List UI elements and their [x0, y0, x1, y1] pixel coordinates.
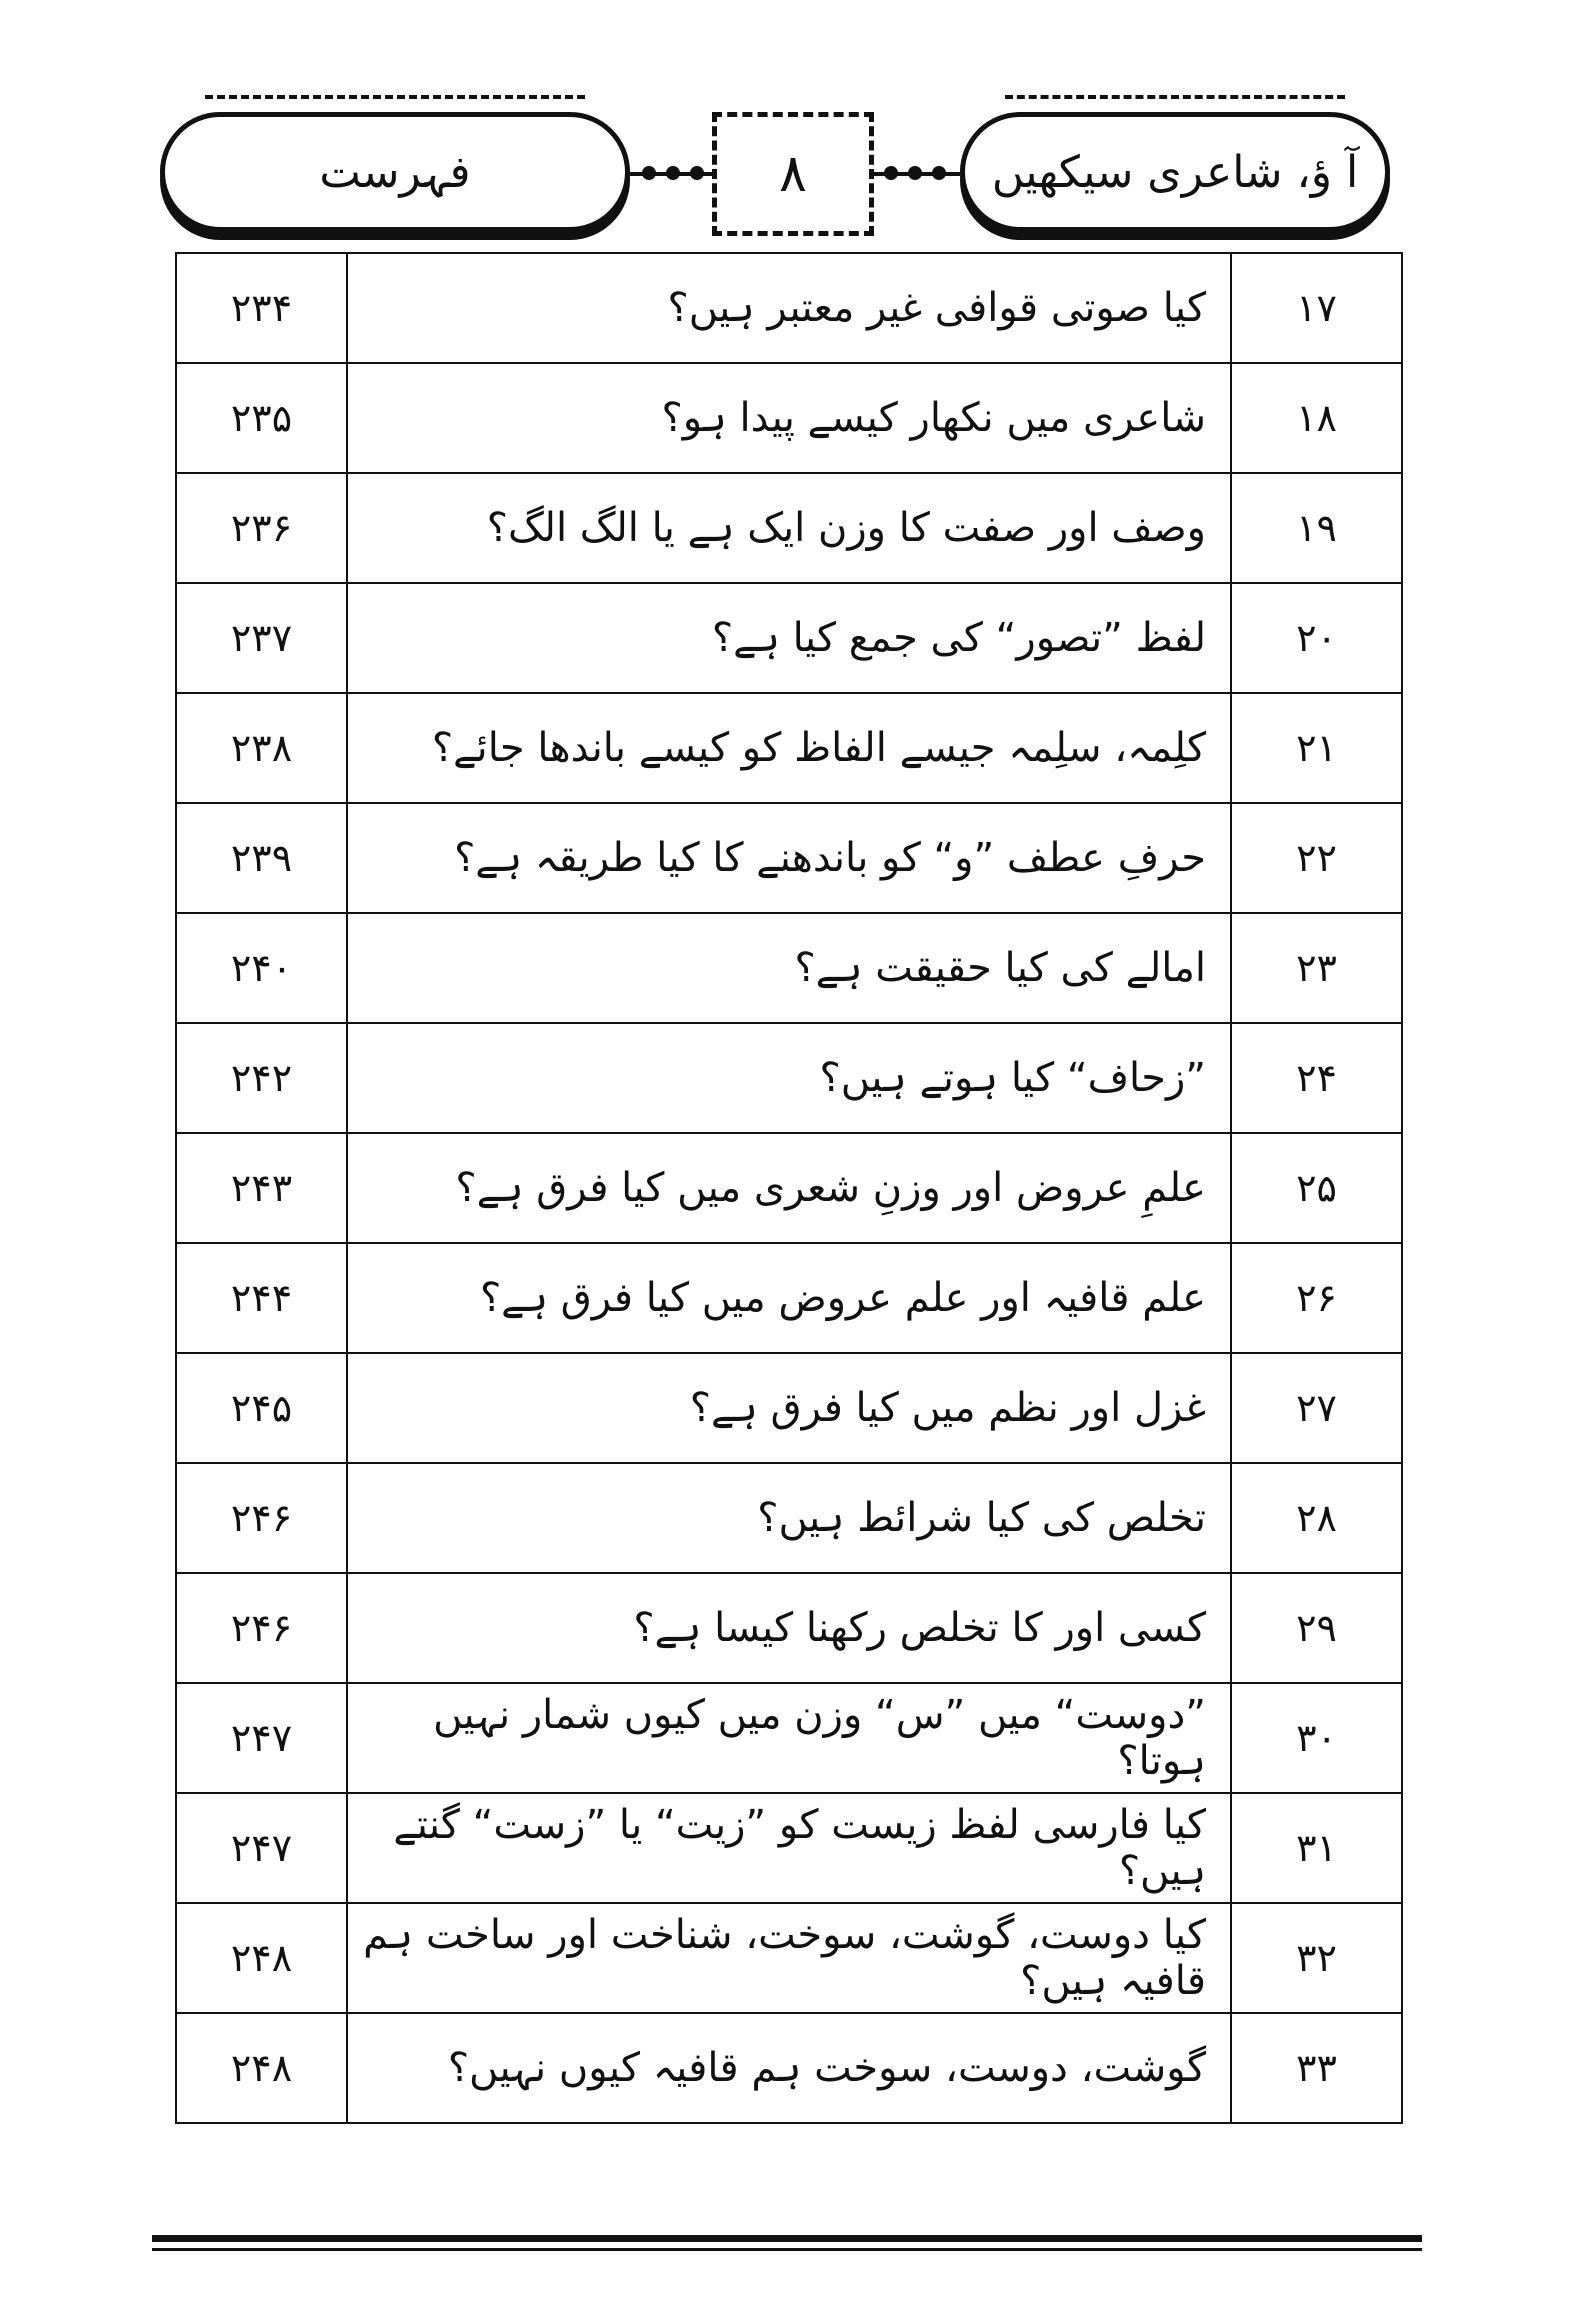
page-number: ۸ [712, 112, 874, 236]
entry-title: شاعری میں نکھار کیسے پیدا ہو؟ [347, 363, 1231, 473]
header-right-dashes [1005, 95, 1345, 99]
entry-page: ۲۴۶ [176, 1463, 347, 1573]
table-row [176, 803, 1402, 913]
table-row [176, 2013, 1402, 2123]
header-right-frame [960, 112, 1390, 232]
entry-title: کیا دوست، گوشت، سوخت، شناخت اور ساخت ہم قافیہ ہیں؟ [347, 1903, 1231, 2013]
header-left-dashes [205, 95, 585, 99]
entry-number: ۲۶ [1231, 1243, 1402, 1353]
entry-page: ۲۴۷ [176, 1683, 347, 1793]
table-row [176, 1133, 1402, 1243]
entry-number: ۲۰ [1231, 583, 1402, 693]
entry-number: ۲۷ [1231, 1353, 1402, 1463]
header-bead [932, 166, 946, 180]
entry-title: کیا صوتی قوافی غیر معتبر ہیں؟ [347, 253, 1231, 363]
entry-number: ۲۸ [1231, 1463, 1402, 1573]
book-title: آ ؤ، شاعری سیکھیں [991, 146, 1359, 198]
entry-title: کسی اور کا تخلص رکھنا کیسا ہے؟ [347, 1573, 1231, 1683]
entry-number: ۱۷ [1231, 253, 1402, 363]
entry-number: ۲۴ [1231, 1023, 1402, 1133]
entry-number: ۳۲ [1231, 1903, 1402, 2013]
entry-page: ۲۴۴ [176, 1243, 347, 1353]
table-row [176, 1353, 1402, 1463]
toc-body [176, 253, 1402, 2123]
entry-number: ۳۳ [1231, 2013, 1402, 2123]
table-row [176, 1243, 1402, 1353]
entry-page: ۲۴۸ [176, 2013, 347, 2123]
entry-page: ۲۴۶ [176, 1573, 347, 1683]
entry-page: ۲۴۰ [176, 913, 347, 1023]
entry-number: ۱۹ [1231, 473, 1402, 583]
entry-title: وصف اور صفت کا وزن ایک ہے یا الگ الگ؟ [347, 473, 1231, 583]
section-title: فہرست [319, 146, 471, 198]
table-row [176, 253, 1402, 363]
entry-title: ”زحاف“ کیا ہوتے ہیں؟ [347, 1023, 1231, 1133]
entry-page: ۲۴۲ [176, 1023, 347, 1133]
table-row [176, 1793, 1402, 1903]
entry-title: امالے کی کیا حقیقت ہے؟ [347, 913, 1231, 1023]
entry-number: ۲۱ [1231, 693, 1402, 803]
entry-page: ۲۳۴ [176, 253, 347, 363]
header-bead [666, 166, 680, 180]
page-header [0, 0, 1574, 250]
entry-title: تخلص کی کیا شرائط ہیں؟ [347, 1463, 1231, 1573]
table-row [176, 693, 1402, 803]
entry-page: ۲۳۸ [176, 693, 347, 803]
entry-page: ۲۴۸ [176, 1903, 347, 2013]
entry-page: ۲۳۹ [176, 803, 347, 913]
table-row [176, 583, 1402, 693]
header-bead [690, 166, 704, 180]
footer-rule [152, 2235, 1422, 2242]
table-row [176, 1903, 1402, 2013]
header-left-frame [160, 112, 630, 232]
table-of-contents [175, 252, 1403, 2124]
table-row [176, 913, 1402, 1023]
entry-number: ۲۳ [1231, 913, 1402, 1023]
entry-number: ۲۵ [1231, 1133, 1402, 1243]
entry-number: ۲۲ [1231, 803, 1402, 913]
entry-page: ۲۴۵ [176, 1353, 347, 1463]
header-bead [908, 166, 922, 180]
entry-page: ۲۴۷ [176, 1793, 347, 1903]
table-row [176, 363, 1402, 473]
table-row [176, 1573, 1402, 1683]
entry-number: ۱۸ [1231, 363, 1402, 473]
table-row [176, 1463, 1402, 1573]
entry-number: ۲۹ [1231, 1573, 1402, 1683]
entry-title: علم قافیہ اور علم عروض میں کیا فرق ہے؟ [347, 1243, 1231, 1353]
entry-title: لفظ ”تصور“ کی جمع کیا ہے؟ [347, 583, 1231, 693]
entry-page: ۲۳۶ [176, 473, 347, 583]
table-row [176, 1023, 1402, 1133]
entry-page: ۲۳۷ [176, 583, 347, 693]
header-bead [642, 166, 656, 180]
entry-number: ۳۰ [1231, 1683, 1402, 1793]
entry-title: کیا فارسی لفظ زیست کو ”زیت“ یا ”زست“ گنتے ہیں؟ [347, 1793, 1231, 1903]
entry-page: ۲۴۳ [176, 1133, 347, 1243]
entry-page: ۲۳۵ [176, 363, 347, 473]
header-bead [884, 166, 898, 180]
entry-title: علمِ عروض اور وزنِ شعری میں کیا فرق ہے؟ [347, 1133, 1231, 1243]
entry-title: ”دوست“ میں ”س“ وزن میں کیوں شمار نہیں ہوتا؟ [347, 1683, 1231, 1793]
table-row [176, 473, 1402, 583]
entry-title: غزل اور نظم میں کیا فرق ہے؟ [347, 1353, 1231, 1463]
entry-title: گوشت، دوست، سوخت ہم قافیہ کیوں نہیں؟ [347, 2013, 1231, 2123]
entry-number: ۳۱ [1231, 1793, 1402, 1903]
footer-rule [152, 2248, 1422, 2251]
entry-title: حرفِ عطف ”و“ کو باندھنے کا کیا طریقہ ہے؟ [347, 803, 1231, 913]
entry-title: کلِمہ، سلِمہ جیسے الفاظ کو کیسے باندھا جائے؟ [347, 693, 1231, 803]
table-row [176, 1683, 1402, 1793]
